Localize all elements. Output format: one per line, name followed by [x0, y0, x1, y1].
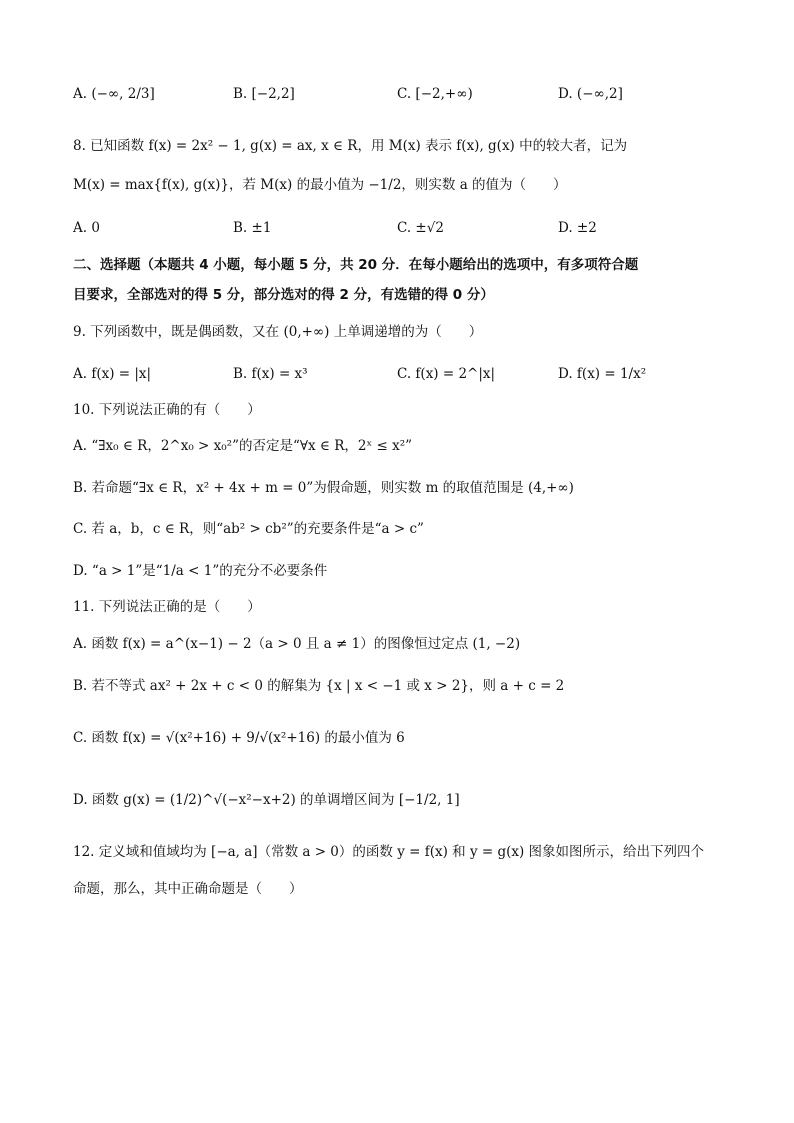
q9-option-d: D. f(x) = 1/x² [558, 366, 647, 382]
q11-option-c: C. 函数 f(x) = √(x²+16) + 9/√(x²+16) 的最小值为 6 [73, 730, 405, 746]
q8-stem-line1: 8. 已知函数 f(x) = 2x² − 1, g(x) = ax, x ∈ R，用 M(x) 表示 f(x), g(x) 中的较大者，记为 [73, 138, 628, 154]
q11-stem: 11. 下列说法正确的是（ ） [73, 599, 261, 615]
section2-heading-line2: 目要求，全部选对的得 5 分，部分选对的得 2 分，有选错的得 0 分） [73, 287, 494, 303]
q7-option-a: A. (−∞, 2/3] [73, 86, 155, 102]
q11-option-d: D. 函数 g(x) = (1/2)^√(−x²−x+2) 的单调增区间为 [−1/2, 1] [73, 792, 460, 808]
q9-stem: 9. 下列函数中，既是偶函数，又在 (0,+∞) 上单调递增的为（ ） [73, 324, 483, 340]
q10-option-c: C. 若 a，b，c ∈ R，则“ab² > cb²”的充要条件是“a > c” [73, 521, 424, 537]
q8-stem-line2: M(x) = max{f(x), g(x)}，若 M(x) 的最小值为 −1/2，则实数 a 的值为（ ） [73, 177, 567, 193]
q12-stem-line2: 命题，那么，其中正确命题是（ ） [73, 881, 303, 897]
q8-option-c: C. ±√2 [397, 220, 444, 236]
q10-option-b: B. 若命题“∃x ∈ R，x² + 4x + m = 0”为假命题，则实数 m 的取值范围是 (4,+∞) [73, 480, 574, 496]
q7-option-b: B. [−2,2] [233, 86, 295, 102]
q10-stem: 10. 下列说法正确的有（ ） [73, 402, 261, 418]
q10-option-a: A. “∃x₀ ∈ R，2^x₀ > x₀²”的否定是“∀x ∈ R，2ˣ ≤ x²” [73, 438, 413, 454]
q8-option-d: D. ±2 [558, 220, 597, 236]
q9-option-a: A. f(x) = |x| [73, 366, 152, 382]
q7-option-d: D. (−∞,2] [558, 86, 623, 102]
q11-option-b: B. 若不等式 ax² + 2x + c < 0 的解集为 {x | x < −1 或 x > 2}，则 a + c = 2 [73, 678, 565, 694]
q8-option-b: B. ±1 [233, 220, 272, 236]
q9-option-b: B. f(x) = x³ [233, 366, 308, 382]
q10-option-d: D. “a > 1”是“1/a < 1”的充分不必要条件 [73, 563, 328, 579]
section2-heading-line1: 二、选择题（本题共 4 小题，每小题 5 分，共 20 分．在每小题给出的选项中，有多项符合题 [73, 257, 639, 273]
q11-option-a: A. 函数 f(x) = a^(x−1) − 2（a > 0 且 a ≠ 1）的图像恒过定点 (1, −2) [73, 636, 521, 652]
q12-stem-line1: 12. 定义域和值域均为 [−a, a]（常数 a > 0）的函数 y = f(x) 和 y = g(x) 图象如图所示，给出下列四个 [73, 844, 705, 860]
q8-option-a: A. 0 [73, 220, 100, 236]
q7-option-c: C. [−2,+∞) [397, 86, 473, 102]
q9-option-c: C. f(x) = 2^|x| [397, 366, 496, 382]
